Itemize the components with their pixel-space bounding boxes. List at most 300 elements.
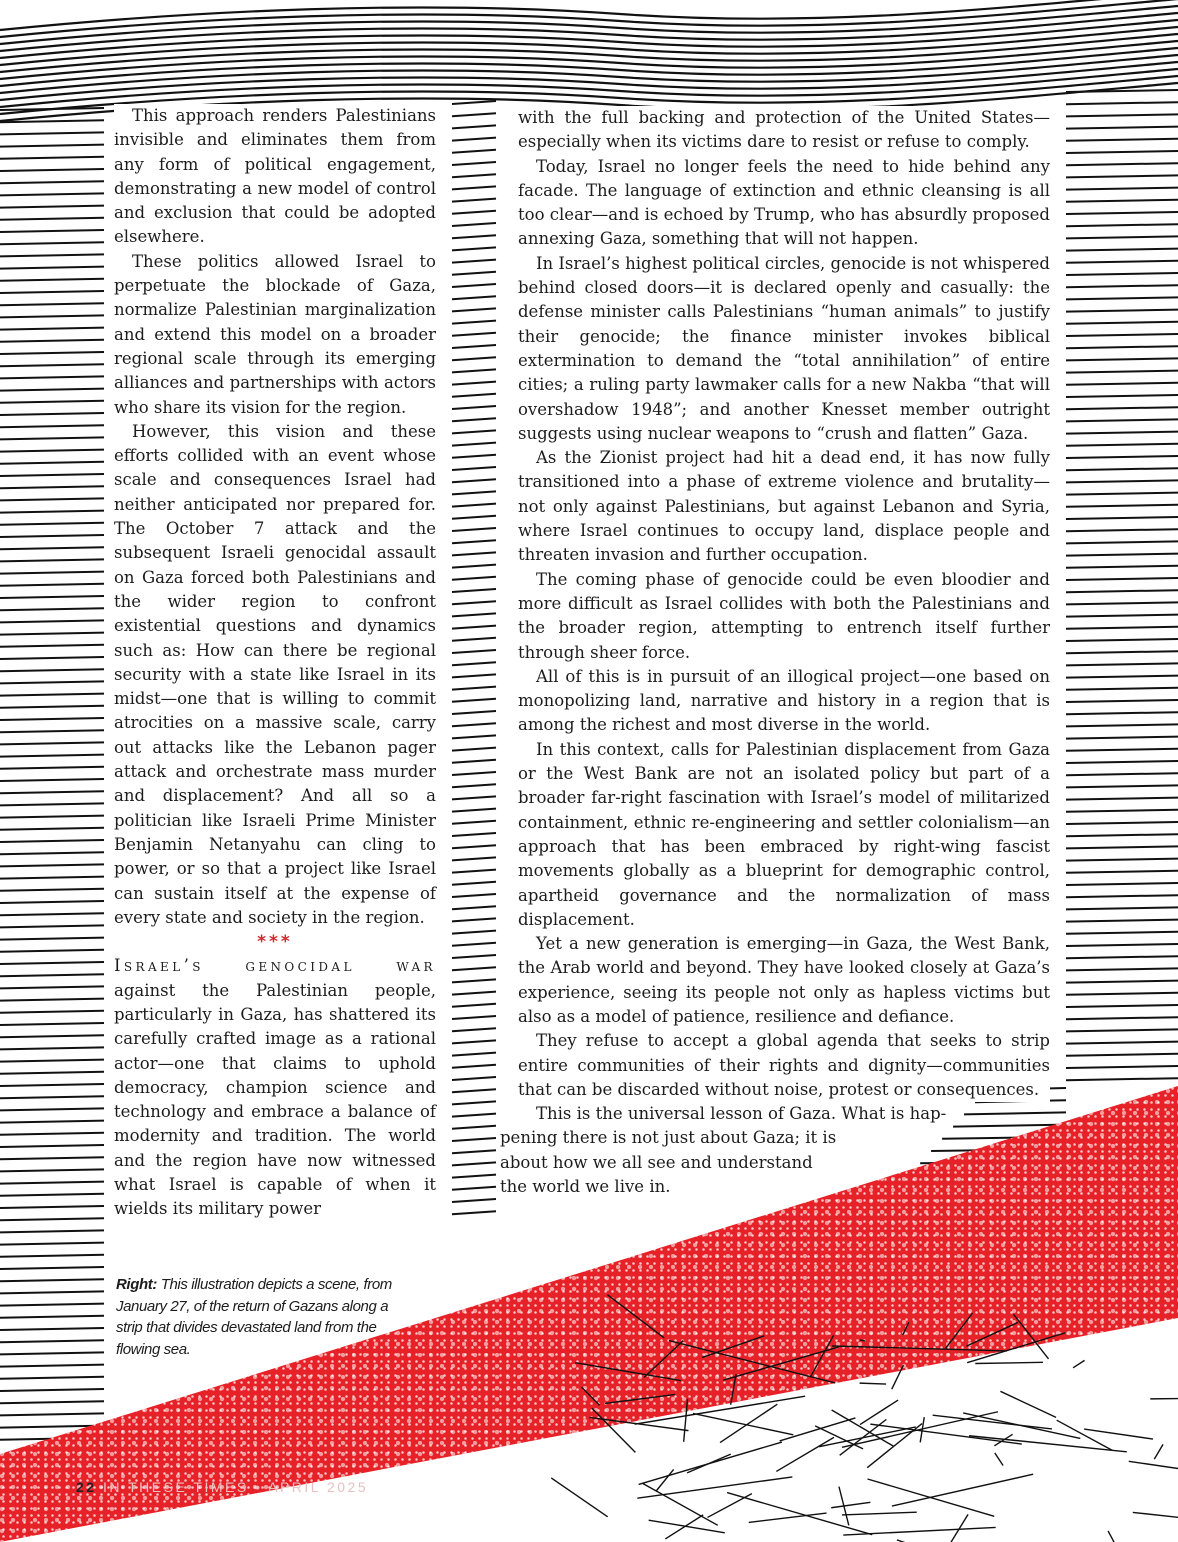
decorative-stroke — [452, 430, 496, 433]
decorative-stroke — [452, 101, 496, 104]
decorative-stroke — [1066, 663, 1178, 665]
decorative-stroke — [0, 169, 104, 171]
decorative-stroke — [0, 596, 104, 598]
decorative-stroke — [819, 1427, 916, 1447]
decorative-stroke — [452, 1089, 496, 1092]
decorative-stroke — [452, 333, 496, 336]
decorative-stroke — [1066, 968, 1178, 970]
decorative-stroke — [452, 467, 496, 470]
decorative-stroke — [0, 328, 104, 330]
decorative-stroke — [843, 1527, 995, 1535]
decorative-stroke — [0, 206, 104, 208]
decorative-stroke — [0, 376, 104, 378]
decorative-stroke — [649, 1520, 725, 1533]
decorative-stroke — [452, 650, 496, 653]
decorative-stroke — [0, 730, 104, 732]
decorative-stroke — [1066, 346, 1178, 348]
decorative-stroke — [0, 1291, 104, 1293]
decorative-stroke — [452, 674, 496, 677]
decorative-stroke — [452, 613, 496, 616]
decorative-stroke — [452, 589, 496, 592]
decorative-stroke — [0, 974, 104, 976]
decorative-stroke — [452, 284, 496, 287]
decorative-stroke — [1066, 1042, 1178, 1044]
decorative-stroke — [780, 1418, 856, 1441]
decorative-stroke — [452, 150, 496, 153]
decorative-stroke — [452, 1101, 496, 1104]
decorative-stroke — [1066, 700, 1178, 702]
decorative-stroke — [0, 999, 104, 1001]
lead-paragraph — [114, 954, 436, 1221]
decorative-stroke — [0, 633, 104, 635]
decorative-stroke — [0, 1267, 104, 1269]
decorative-stroke — [0, 1206, 104, 1208]
decorative-stroke — [1066, 297, 1178, 299]
decorative-stroke — [687, 1454, 731, 1473]
decorative-stroke — [776, 1437, 834, 1471]
decorative-stroke — [831, 1502, 870, 1507]
decorative-stroke — [1066, 798, 1178, 800]
decorative-stroke — [0, 242, 104, 244]
decorative-stroke — [1066, 1017, 1178, 1019]
decorative-stroke — [1066, 956, 1178, 958]
decorative-stroke — [1066, 944, 1178, 946]
decorative-stroke — [1000, 1391, 1056, 1417]
decorative-stroke — [452, 357, 496, 360]
decorative-stroke — [452, 565, 496, 568]
decorative-stroke — [452, 125, 496, 128]
decorative-stroke — [452, 821, 496, 824]
decorative-stroke — [1066, 188, 1178, 190]
decorative-stroke — [452, 833, 496, 836]
decorative-stroke — [1066, 541, 1178, 543]
page-number: 22 — [76, 1479, 97, 1495]
decorative-stroke — [452, 455, 496, 458]
decorative-stroke — [1066, 480, 1178, 482]
decorative-stroke — [452, 870, 496, 873]
closing-line: the world we live in. — [500, 1177, 671, 1197]
decorative-stroke — [0, 145, 104, 147]
decorative-stroke — [693, 1413, 793, 1434]
decorative-stroke — [1066, 285, 1178, 287]
decorative-stroke — [452, 418, 496, 421]
decorative-stroke — [0, 657, 104, 659]
decorative-stroke — [0, 340, 104, 342]
decorative-stroke — [0, 1047, 104, 1049]
decorative-stroke — [0, 1072, 104, 1074]
decorative-stroke — [1066, 993, 1178, 995]
decorative-stroke — [452, 504, 496, 507]
decorative-stroke — [0, 230, 104, 232]
decorative-stroke — [1066, 200, 1178, 202]
decorative-stroke — [0, 572, 104, 574]
decorative-stroke — [452, 711, 496, 714]
decorative-stroke — [452, 943, 496, 946]
decorative-stroke — [452, 723, 496, 726]
decorative-stroke — [1066, 688, 1178, 690]
decorative-stroke — [0, 767, 104, 769]
decorative-stroke — [1066, 773, 1178, 775]
decorative-stroke — [0, 1145, 104, 1147]
article-paragraph: They refuse to accept a global agenda that seeks to strip entire communities of their rights and dignity—communities that can be discarded without noise, protest or consequences. — [518, 1031, 1050, 1099]
decorative-stroke — [1066, 810, 1178, 812]
lead-in: Israel’s genocidal war — [114, 956, 436, 976]
decorative-stroke — [452, 662, 496, 665]
decorative-stroke — [969, 1436, 1127, 1452]
decorative-stroke — [0, 608, 104, 610]
image-caption — [116, 1274, 416, 1360]
decorative-stroke — [0, 279, 104, 281]
decorative-stroke — [452, 223, 496, 226]
decorative-stroke — [452, 1028, 496, 1031]
decorative-stroke — [452, 552, 496, 555]
decorative-stroke — [452, 369, 496, 372]
decorative-stroke — [452, 784, 496, 787]
decorative-stroke — [892, 1474, 1033, 1506]
decorative-stroke — [0, 950, 104, 952]
decorative-stroke — [0, 816, 104, 818]
decorative-stroke — [0, 462, 104, 464]
decorative-stroke — [0, 1157, 104, 1159]
decorative-stroke — [1066, 358, 1178, 360]
decorative-stroke — [0, 1108, 104, 1110]
decorative-stroke — [1066, 676, 1178, 678]
decorative-stroke — [995, 1453, 1003, 1466]
decorative-stroke — [0, 352, 104, 354]
decorative-stroke — [452, 1211, 496, 1214]
decorative-stroke — [0, 181, 104, 183]
decorative-stroke — [452, 247, 496, 250]
article-column-left — [114, 104, 436, 1224]
article-paragraph: In this context, calls for Palestinian displacement from Gaza or the West Bank are not an isolated policy but part of a broader far-right fascination with Israel’s model of militarized containment, ethnic re-engineering and settler colonialism—an approach that has been embraced by right-wing fascist movements globally as a blueprint for demographic control, apartheid governance and the normalization of mass displacement. — [518, 739, 1050, 929]
issue-date: APRIL 2025 — [268, 1479, 369, 1495]
decorative-stroke — [0, 1304, 104, 1306]
decorative-stroke — [0, 645, 104, 647]
decorative-stroke — [452, 260, 496, 263]
decorative-stroke — [0, 584, 104, 586]
decorative-stroke — [0, 1328, 104, 1330]
decorative-stroke — [1073, 1360, 1084, 1367]
lead-text: against the Palestinian people, particularly in Gaza, has shattered its carefully crafted image as a rational actor—one that claims to uphold democracy, champion science and technology and embrace a balance of modernity and tradition. The world and the region have now witnessed what Israel is capable of when it wields its military power — [114, 980, 436, 1219]
decorative-stroke — [1066, 1078, 1178, 1080]
decorative-stroke — [452, 796, 496, 799]
decorative-stroke — [0, 840, 104, 842]
decorative-stroke — [832, 1410, 894, 1447]
decorative-stroke — [452, 211, 496, 214]
decorative-stroke — [1066, 578, 1178, 580]
decorative-stroke — [452, 199, 496, 202]
decorative-stroke — [0, 437, 104, 439]
decorative-stroke — [0, 486, 104, 488]
decorative-stroke — [0, 413, 104, 415]
decorative-stroke — [0, 755, 104, 757]
decorative-stroke — [0, 498, 104, 500]
decorative-stroke — [0, 364, 104, 366]
decorative-stroke — [452, 626, 496, 629]
caption-label: Right: — [116, 1276, 157, 1293]
decorative-stroke — [0, 669, 104, 671]
decorative-stroke — [452, 918, 496, 921]
article-paragraph: This approach renders Palestinians invisible and eliminates them from any form of political engagement, demonstrating a new model of control and exclusion that could be adopted elsewhere. — [114, 106, 436, 247]
decorative-stroke — [452, 857, 496, 860]
article-column-right — [500, 106, 1050, 1199]
decorative-stroke — [0, 1023, 104, 1025]
decorative-stroke — [0, 1035, 104, 1037]
decorative-stroke — [1066, 114, 1178, 116]
decorative-stroke — [1066, 602, 1178, 604]
decorative-stroke — [665, 1515, 703, 1539]
decorative-stroke — [0, 718, 104, 720]
decorative-stroke — [0, 291, 104, 293]
decorative-stroke — [1066, 761, 1178, 763]
decorative-stroke — [452, 1175, 496, 1178]
decorative-stroke — [1066, 90, 1178, 92]
article-paragraph: In Israel’s highest political circles, genocide is not whispered behind closed doors—it is declared openly and casually: the defense minister calls Palestinians “human animals” to justify their genocide; the finance minister invokes biblical extermination to demand the “total annihilation” of entire cities; a ruling party lawmaker calls for a new Nakba “that will overshadow 1948”; and another Knesset member outright suggests using nuclear weapons to “crush and flatten” Gaza. — [518, 253, 1050, 443]
decorative-stroke — [1066, 468, 1178, 470]
decorative-stroke — [1066, 383, 1178, 385]
decorative-stroke — [1066, 651, 1178, 653]
decorative-stroke — [0, 877, 104, 879]
decorative-stroke — [452, 1040, 496, 1043]
folio-separator: • — [255, 1479, 263, 1495]
article-paragraph: Yet a new generation is emerging—in Gaza, the West Bank, the Arab world and beyond. They have looked closely at Gaza’s experience, seeing its people not only as hapless victims but also as a model of patience, resilience and defiance. — [518, 934, 1050, 1026]
decorative-stroke — [1066, 444, 1178, 446]
decorative-stroke — [452, 1065, 496, 1068]
decorative-stroke — [0, 1230, 104, 1232]
decorative-stroke — [0, 694, 104, 696]
decorative-stroke — [452, 955, 496, 958]
decorative-stroke — [637, 1477, 792, 1498]
decorative-stroke — [0, 474, 104, 476]
decorative-stroke — [1066, 724, 1178, 726]
decorative-stroke — [452, 699, 496, 702]
decorative-stroke — [0, 1413, 104, 1415]
section-break: *** — [257, 932, 293, 953]
decorative-stroke — [452, 809, 496, 812]
decorative-stroke — [0, 1377, 104, 1379]
decorative-stroke — [452, 577, 496, 580]
decorative-stroke — [1066, 175, 1178, 177]
decorative-stroke — [1066, 102, 1178, 104]
decorative-stroke — [0, 132, 104, 134]
decorative-stroke — [0, 254, 104, 256]
decorative-stroke — [1066, 163, 1178, 165]
decorative-stroke — [452, 186, 496, 189]
decorative-stroke — [1066, 212, 1178, 214]
decorative-stroke — [1066, 505, 1178, 507]
decorative-stroke — [1133, 1512, 1178, 1525]
decorative-stroke — [452, 967, 496, 970]
decorative-stroke — [0, 681, 104, 683]
decorative-stroke — [1066, 236, 1178, 238]
decorative-stroke — [452, 443, 496, 446]
decorative-stroke — [1066, 1029, 1178, 1031]
decorative-stroke — [0, 547, 104, 549]
decorative-stroke — [975, 1362, 1043, 1363]
decorative-stroke — [0, 559, 104, 561]
decorative-stroke — [0, 315, 104, 317]
decorative-stroke — [0, 511, 104, 513]
decorative-stroke — [452, 931, 496, 934]
decorative-stroke — [452, 845, 496, 848]
decorative-stroke — [1066, 749, 1178, 751]
decorative-stroke — [1066, 310, 1178, 312]
decorative-stroke — [0, 864, 104, 866]
decorative-stroke — [1066, 920, 1178, 922]
decorative-stroke — [0, 986, 104, 988]
decorative-stroke — [452, 394, 496, 397]
closing-line: about how we all see and understand — [500, 1152, 813, 1172]
decorative-stroke — [0, 1194, 104, 1196]
decorative-stroke — [1066, 127, 1178, 129]
decorative-stroke — [1066, 712, 1178, 714]
decorative-stroke — [860, 1383, 887, 1384]
decorative-stroke — [1066, 566, 1178, 568]
decorative-stroke — [1066, 322, 1178, 324]
decorative-stroke — [1066, 883, 1178, 885]
decorative-stroke — [1066, 822, 1178, 824]
decorative-stroke — [0, 1243, 104, 1245]
decorative-stroke — [0, 1084, 104, 1086]
decorative-stroke — [963, 1413, 1080, 1438]
decorative-stroke — [1154, 1444, 1163, 1459]
decorative-stroke — [870, 1424, 1021, 1444]
decorative-stroke — [0, 1365, 104, 1367]
decorative-stroke — [0, 1340, 104, 1342]
decorative-stroke — [1066, 871, 1178, 873]
decorative-stroke — [0, 828, 104, 830]
decorative-stroke — [0, 1133, 104, 1135]
decorative-stroke — [1066, 859, 1178, 861]
decorative-stroke — [1066, 627, 1178, 629]
decorative-stroke — [0, 425, 104, 427]
closing-paragraph — [500, 1102, 1050, 1199]
decorative-stroke — [0, 779, 104, 781]
decorative-stroke — [1066, 493, 1178, 495]
article-paragraph: However, this vision and these efforts collided with an event whose scale and consequences Israel had neither anticipated nor prepared for. The October 7 attack and the subsequent Israeli genocidal assault on Gaza forced both Palestinians and the wider region to confront existential questions and dynamics such as: How can there be regional security with a state like Israel in its midst—one that is willing to commit atrocities on a massive scale, carry out attacks like the Lebanon pager attack and orchestrate mass murder and displacement? And all so a politician like Israeli Prime Minister Benjamin Netanyahu can cling to power, or so that a project like Israel can sustain itself at the expense of every state and society in the region. — [114, 421, 436, 927]
decorative-stroke — [0, 1401, 104, 1403]
decorative-stroke — [0, 1182, 104, 1184]
decorative-stroke — [0, 1316, 104, 1318]
decorative-stroke — [0, 523, 104, 525]
decorative-stroke — [1066, 590, 1178, 592]
decorative-stroke — [0, 803, 104, 805]
decorative-stroke — [0, 1389, 104, 1391]
decorative-stroke — [868, 1479, 995, 1516]
decorative-stroke — [1066, 529, 1178, 531]
decorative-stroke — [452, 601, 496, 604]
decorative-stroke — [0, 1255, 104, 1257]
decorative-stroke — [1066, 1066, 1178, 1068]
decorative-stroke — [0, 742, 104, 744]
decorative-stroke — [452, 1053, 496, 1056]
decorative-stroke — [0, 962, 104, 964]
decorative-stroke — [452, 540, 496, 543]
publication-name: IN THESE TIMES — [102, 1479, 249, 1495]
decorative-stroke — [0, 267, 104, 269]
decorative-stroke — [860, 1400, 898, 1425]
decorative-stroke — [452, 382, 496, 385]
decorative-stroke — [452, 1187, 496, 1190]
decorative-stroke — [0, 218, 104, 220]
decorative-stroke — [1066, 334, 1178, 336]
decorative-stroke — [452, 491, 496, 494]
decorative-stroke — [950, 1514, 968, 1542]
decorative-stroke — [0, 450, 104, 452]
decorative-stroke — [1066, 785, 1178, 787]
decorative-stroke — [1066, 981, 1178, 983]
decorative-stroke — [0, 901, 104, 903]
decorative-stroke — [452, 735, 496, 738]
decorative-stroke — [452, 748, 496, 751]
decorative-stroke — [1066, 249, 1178, 251]
decorative-stroke — [452, 1162, 496, 1165]
decorative-stroke — [1066, 554, 1178, 556]
decorative-stroke — [1066, 1054, 1178, 1056]
closing-line: pening there is not just about Gaza; it is — [500, 1128, 837, 1148]
decorative-stroke — [452, 687, 496, 690]
decorative-stroke — [452, 162, 496, 165]
decorative-stroke — [0, 389, 104, 391]
decorative-stroke — [452, 321, 496, 324]
decorative-stroke — [452, 1199, 496, 1202]
decorative-stroke — [0, 925, 104, 927]
decorative-stroke — [452, 772, 496, 775]
decorative-stroke — [452, 113, 496, 116]
decorative-stroke — [0, 1279, 104, 1281]
decorative-stroke — [452, 1016, 496, 1019]
decorative-stroke — [0, 193, 104, 195]
decorative-stroke — [1066, 224, 1178, 226]
decorative-stroke — [452, 992, 496, 995]
decorative-stroke — [1066, 407, 1178, 409]
decorative-stroke — [551, 1478, 607, 1517]
decorative-stroke — [452, 882, 496, 885]
decorative-stroke — [1066, 419, 1178, 421]
decorative-stroke — [0, 706, 104, 708]
decorative-stroke — [1108, 1531, 1129, 1542]
decorative-stroke — [0, 108, 104, 110]
article-paragraph: Today, Israel no longer feels the need to hide behind any facade. The language of extinction and ethnic cleansing is all too clear—and is echoed by Trump, who has absurdly proposed annexing Gaza, something that will not happen. — [518, 156, 1050, 249]
decorative-stroke — [0, 401, 104, 403]
decorative-wave — [0, 0, 1178, 37]
decorative-stroke — [452, 528, 496, 531]
decorative-stroke — [0, 1121, 104, 1123]
article-paragraph: These politics allowed Israel to perpetuate the blockade of Gaza, normalize Palestinian marginalization and extend this model on a broader regional scale through its emerging alliances and partnerships with actors who share its vision for the region. — [114, 251, 436, 417]
decorative-stroke — [643, 1483, 718, 1525]
decorative-stroke — [1066, 737, 1178, 739]
decorative-stroke — [452, 1077, 496, 1080]
decorative-stroke — [1066, 1005, 1178, 1007]
decorative-stroke — [0, 1352, 104, 1354]
decorative-stroke — [452, 138, 496, 141]
decorative-stroke — [0, 157, 104, 159]
decorative-stroke — [452, 760, 496, 763]
decorative-stroke — [1066, 151, 1178, 153]
decorative-stroke — [1066, 895, 1178, 897]
decorative-stroke — [0, 791, 104, 793]
decorative-stroke — [0, 1169, 104, 1171]
article-paragraph: As the Zionist project had hit a dead end, it has now fully transitioned into a phase of extreme violence and brutality—not only against Palestinians, but against Lebanon and Syria, where Israel continues to occupy land, displace people and threaten invasion and further occupation. — [518, 448, 1050, 565]
decorative-stroke — [452, 308, 496, 311]
decorative-stroke — [1066, 371, 1178, 373]
decorative-stroke — [452, 296, 496, 299]
decorative-stroke — [452, 638, 496, 641]
decorative-stroke — [1066, 846, 1178, 848]
decorative-stroke — [452, 479, 496, 482]
decorative-stroke — [452, 894, 496, 897]
decorative-stroke — [1066, 432, 1178, 434]
